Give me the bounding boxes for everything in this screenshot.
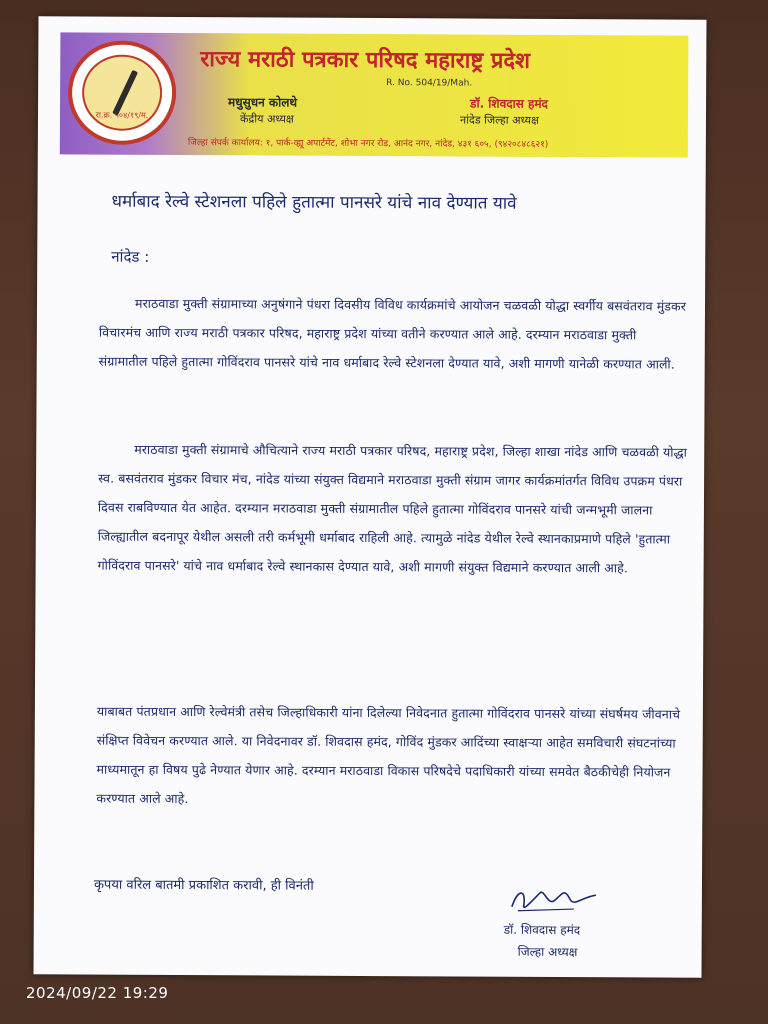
organization-title: राज्य मराठी पत्रकार परिषद महाराष्ट्र प्रदेश (200, 47, 531, 74)
letterhead-banner (60, 32, 689, 157)
letter-heading: धर्माबाद रेल्वे स्टेशनला पहिले हुतात्मा पानसरे यांचे नाव देण्यात यावे (111, 191, 517, 214)
district-president-role: नांदेड जिल्हा अध्यक्ष (459, 113, 539, 127)
letter-paragraph-3: याबाबत पंतप्रधान आणि रेल्वेमंत्री तसेच जिल्हाधिकारी यांना दिलेल्या निवेदनात हुतात्मा गोविंदराव पानसरे यांच्या संघर्षमय जीवनाचे संक्षिप्त विवेचन करण्यात आले. या निवेदनावर डॉ. शिवदास हमंद, गोविंद मुंडकर आदिंच्या स्वाक्षऱ्या आहेत समविचारी संघटनांच्या माध्यमातून हा विषय पुढे नेण्यात येणार आहे. दरम्यान मराठवाडा विकास परिषदेचे पदाधिकारी यांच्या समवेत बैठकीचेही नियोजन करण्यात आले आहे. (96, 703, 681, 807)
letter-paper (33, 16, 706, 977)
registration-number: R. No. 504/19/Mah. (386, 78, 473, 89)
organization-seal-logo (68, 40, 177, 145)
signatory-name: डॉ. शिवदास हमंद (503, 922, 581, 938)
handwritten-signature (504, 879, 604, 920)
letter-paragraph-2: मराठवाडा मुक्ती संग्रामाचे औचित्याने राज्य मराठी पत्रकार परिषद, महाराष्ट्र प्रदेश, जिल्हा शाखा नांदेड आणि चळवळी योद्धा स्व. बसवंतराव मुंडकर विचार मंच, नांदेड यांच्या संयुक्त विद्यमाने मराठवाडा मुक्ती संग्राम जागर कार्यक्रमांतर्गत विविध उपक्रम पंधरा दिवस राबविण्यात येत आहेत. दरम्यान मराठवाडा मुक्ती संग्रामातील पहिले हुतात्मा गोविंदराव पानसरे यांची जन्मभूमी जालना जिल्ह्यातील बदनापूर येथील असली तरी कर्मभूमी धर्माबाद राहिली आहे. त्यामुळे नांदेड येथील रेल्वे स्थानकाप्रमाणे पहिले 'हुतात्मा गोविंदराव पानसरे' यांचे नाव धर्माबाद रेल्वे स्थानकास देण्यात यावे, अशी मागणी संयुक्त विद्यमाने करण्यात आली आहे. (97, 441, 688, 576)
letter-closing: कृपया वरिल बातमी प्रकाशित करावी, ही विनंती (93, 877, 314, 894)
district-president-name: डॉ. शिवदास हमंद (470, 96, 549, 111)
central-president-name: मधुसुधन कोलथे (228, 95, 298, 110)
letter-place: नांदेड : (111, 247, 150, 266)
letter-paragraph-1: मराठवाडा मुक्ती संग्रामाच्या अनुषंगाने पंधरा दिवसीय विविध कार्यक्रमांचे आयोजन चळवळी योद्धा स्वर्गीय बसवंतराव मुंडकर विचारमंच आणि राज्य मराठी पत्रकार परिषद, महाराष्ट्र प्रदेश यांच्या वतीने करण्यात आले आहे. दरम्यान मराठवाडा मुक्ती संग्रामातील पहिले हुतात्मा गोविंदराव पानसरे यांचे नाव धर्माबाद रेल्वे स्टेशनला देण्यात यावे, अशी मागणी यानेळी करण्यात आली. (98, 295, 687, 372)
signatory-role: जिल्हा अध्यक्ष (517, 944, 578, 960)
central-president-role: केंद्रीय अध्यक्ष (239, 112, 294, 126)
photo-timestamp: 2024/09/22 19:29 (26, 984, 169, 1002)
seal-registration-number: रा.क्र. ५०४/१९/म. (95, 110, 149, 120)
office-address: जिल्हा संपर्क कार्यालय: १, पार्क-व्ह्यू अपार्टमेंट, शोभा नगर रोड, आनंद नगर, नांदेड, ४३१ ६०५, (९४२०८४८६२१) (187, 138, 549, 150)
seal-map-emblem (82, 54, 162, 130)
